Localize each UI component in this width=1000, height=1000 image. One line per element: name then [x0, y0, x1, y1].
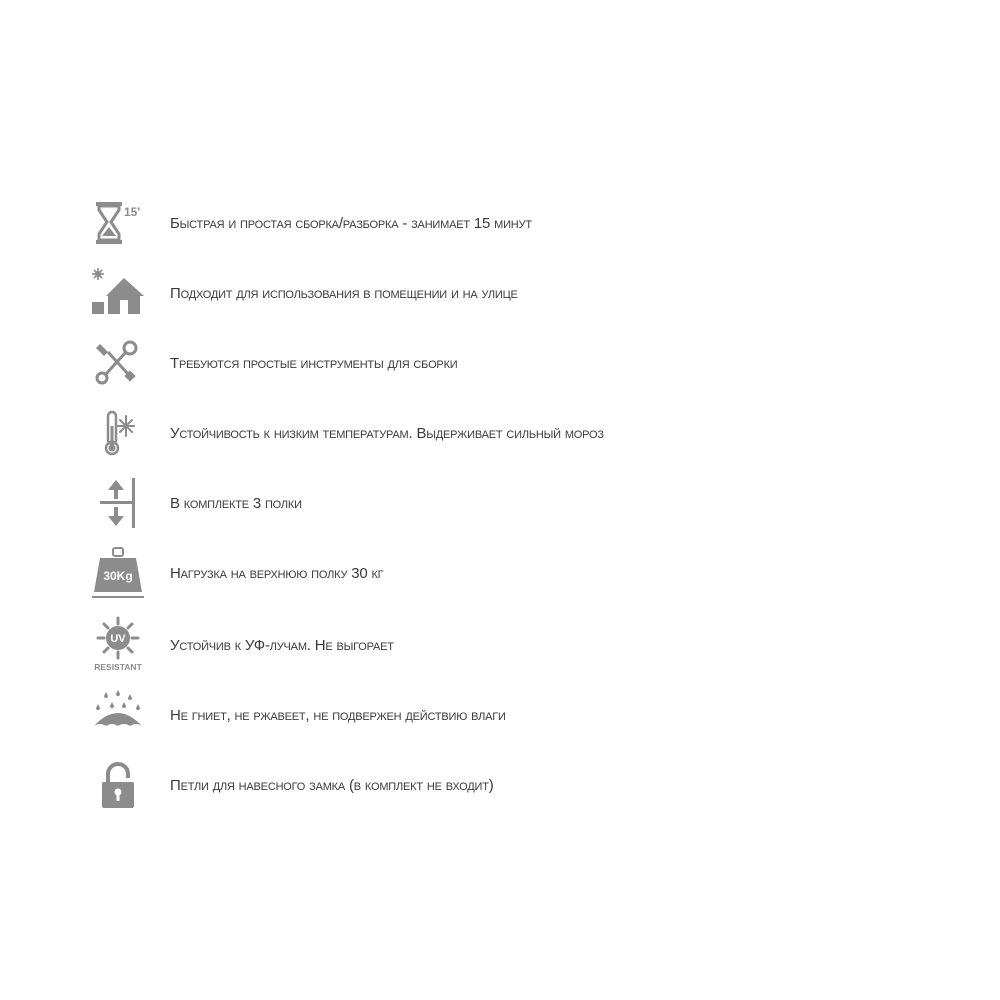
padlock-icon — [86, 754, 150, 816]
feature-item — [86, 192, 966, 254]
hourglass-badge: 15' — [124, 205, 141, 219]
feature-text: Устойчивость к низким температурам. Выдерживает сильный мороз — [170, 424, 604, 442]
thermometer-snowflake-icon — [86, 402, 150, 464]
feature-item — [86, 754, 966, 816]
feature-text: Не гниет, не ржавеет, не подвержен действию влаги — [170, 706, 506, 724]
feature-text: Подходит для использования в помещении и на улице — [170, 284, 518, 302]
feature-text: В комплекте 3 полки — [170, 494, 302, 512]
feature-text: Требуются простые инструменты для сборки — [170, 354, 458, 372]
feature-item — [86, 614, 966, 676]
shelves-icon — [86, 472, 150, 534]
feature-item — [86, 472, 966, 534]
rain-umbrella-icon — [86, 684, 150, 746]
feature-text: Нагрузка на верхнюю полку 30 кг — [170, 564, 384, 582]
uv-badge: UV — [110, 633, 126, 645]
feature-item — [86, 262, 966, 324]
house-icon — [86, 262, 150, 324]
feature-item — [86, 684, 966, 746]
feature-item — [86, 402, 966, 464]
feature-text: Быстрая и простая сборка/разборка - занимает 15 минут — [170, 214, 532, 232]
uv-resistant-icon — [86, 614, 150, 676]
feature-item — [86, 332, 966, 394]
feature-text: Петли для навесного замка (в комплект не входит) — [170, 776, 494, 794]
weight-badge: 30Kg — [103, 569, 133, 583]
weight-icon — [86, 542, 150, 604]
tools-icon — [86, 332, 150, 394]
uv-caption: RESISTANT — [94, 662, 142, 672]
feature-item — [86, 542, 966, 604]
feature-text: Устойчив к УФ-лучам. Не выгорает — [170, 636, 394, 654]
hourglass-icon — [86, 192, 150, 254]
